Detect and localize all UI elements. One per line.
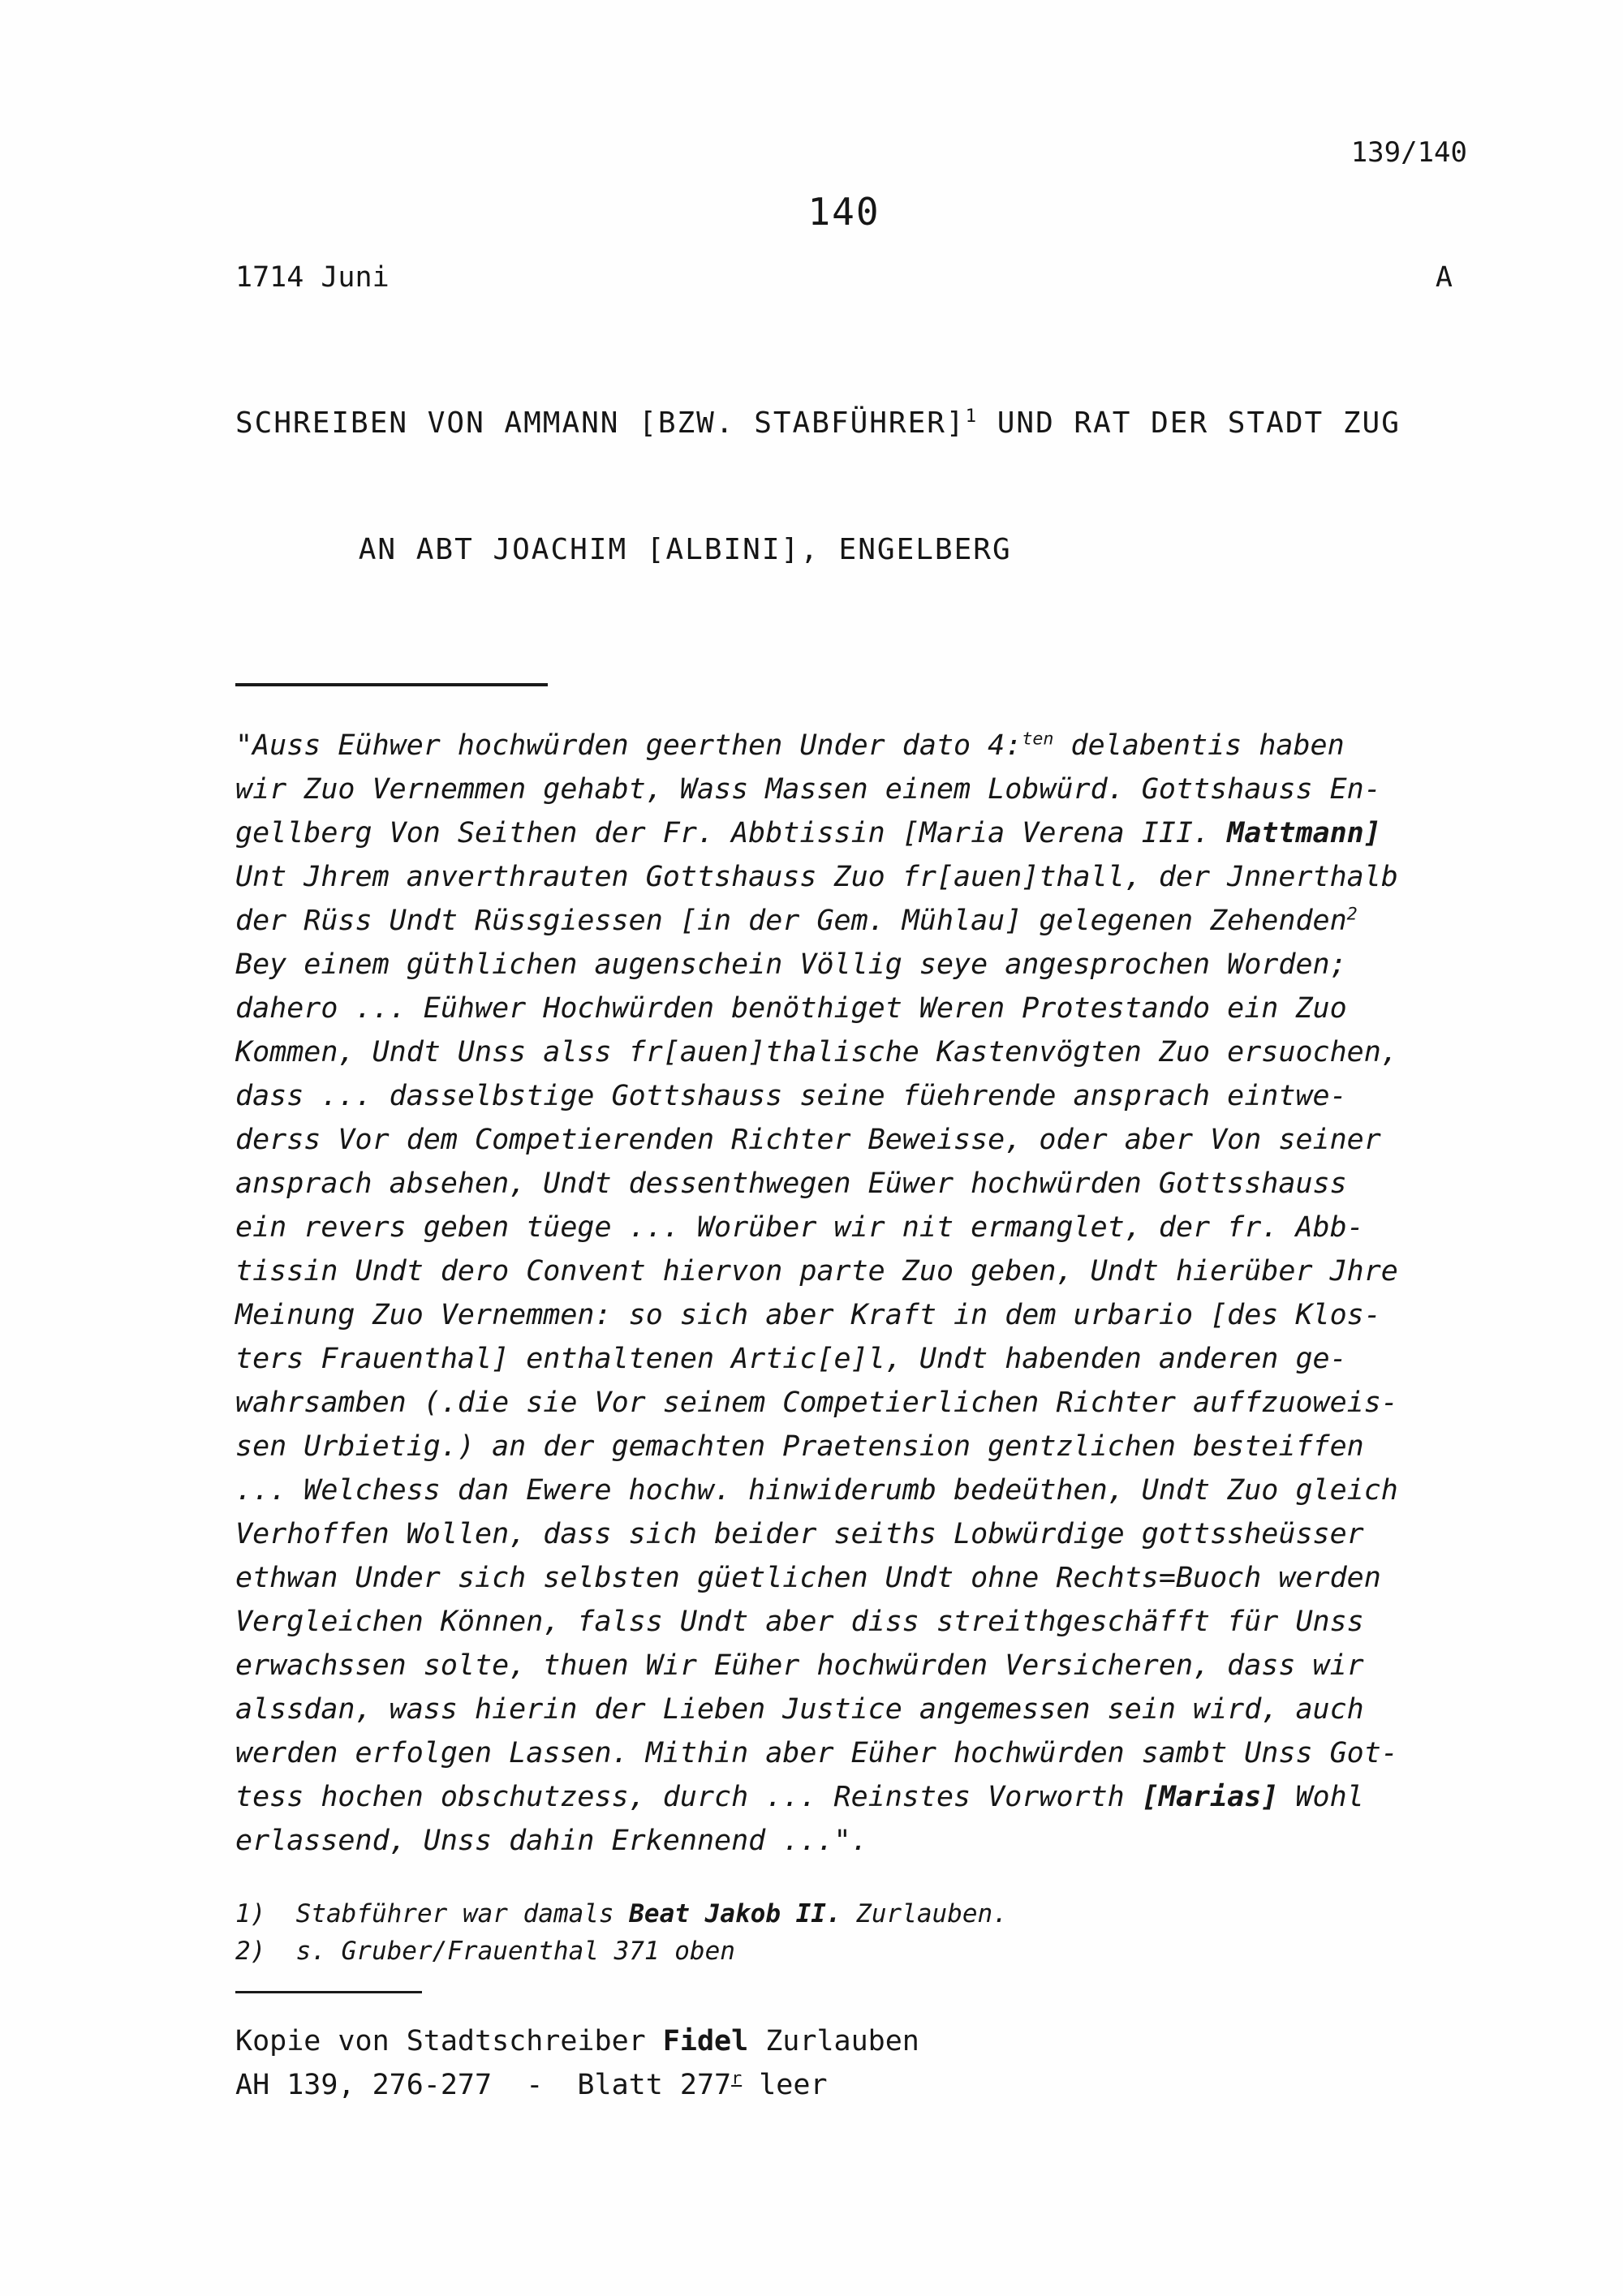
footnote-line [235, 1933, 1453, 1970]
quote-line [235, 1337, 1453, 1381]
quote-line [235, 1206, 1453, 1249]
quote-line-segment: 2 [1346, 904, 1358, 925]
quote-line-segment: ters Frauenthal] enthaltenen Artic[e]l, Undt habenden anderen ge- [235, 1343, 1347, 1375]
footnote-line-segment: 2) s. Gruber/Frauenthal 371 oben [235, 1937, 735, 1966]
quote-line [235, 1731, 1453, 1775]
quote-line-segment: dahero ... Eühwer Hochwürden benöthiget Weren Protestando ein Zuo [235, 992, 1347, 1025]
footnote-line [235, 1895, 1453, 1933]
document-date: 1714 Juni [235, 261, 390, 294]
quote-line [235, 767, 1453, 811]
quote-line [235, 855, 1453, 899]
archival-colophon [235, 2019, 1453, 2107]
quote-line-segment: ethwan Under sich selbsten güetlichen Undt ohne Rechts=Buoch werden [235, 1562, 1381, 1594]
quote-line [235, 1556, 1453, 1600]
quote-line-segment: wahrsamben (.die sie Vor seinem Competierlichen Richter auffzuoweis- [235, 1387, 1398, 1419]
quote-line [235, 1512, 1453, 1556]
quote-line-segment: werden erfolgen Lassen. Mithin aber Eüher hochwürden sambt Unss Got- [235, 1737, 1398, 1769]
quote-line [235, 1074, 1453, 1118]
quote-line-segment: Bey einem güthlichen augenschein Völlig seye angesprochen Worden; [235, 948, 1347, 981]
quote-line [235, 987, 1453, 1030]
quote-line-segment: ein revers geben tüege ... Worüber wir nit ermanglet, der fr. Abb- [235, 1211, 1364, 1244]
quote-line [235, 899, 1453, 943]
quote-line-segment: ten [1022, 729, 1054, 750]
folio-number: 139/140 [1350, 136, 1467, 169]
quote-line [235, 1819, 1453, 1863]
quote-line-segment: sen Urbietig.) an der gemachten Praetension gentzlichen besteiffen [235, 1430, 1364, 1463]
quote-line-segment: Verhoffen Wollen, dass sich beider seiths Lobwürdige gottssheüsser [235, 1518, 1364, 1550]
colophon-line [235, 2019, 1453, 2063]
colophon-line-segment: leer [742, 2069, 828, 2101]
quote-line-segment: Mattmann] [1227, 817, 1381, 849]
quote-line-segment: gellberg Von Seithen der Fr. Abbtissin [Maria Verena III. [235, 817, 1228, 849]
colophon-line-segment: Kopie von Stadtschreiber [235, 2025, 663, 2057]
footnotes [235, 1895, 1453, 1970]
colophon-line-segment: Fidel [662, 2025, 749, 2057]
quote-line-segment: derss Vor dem Competierenden Richter Beweisse, oder aber Von seiner [235, 1124, 1381, 1156]
quote-line-segment: Meinung Zuo Vernemmen: so sich aber Kraft in dem urbario [des Klos- [235, 1299, 1381, 1331]
quoted-letter-text [235, 724, 1453, 1863]
document-number: 140 [807, 190, 880, 234]
quote-line-segment: tissin Undt dero Convent hiervon parte Zuo geben, Undt hierüber Jhre [235, 1255, 1398, 1288]
title-separator-rule [235, 683, 548, 686]
quote-line [235, 1162, 1453, 1206]
quote-line-segment: wir Zuo Vernemmen gehabt, Wass Massen einem Lobwürd. Gottshauss En- [235, 773, 1381, 806]
quote-line [235, 1468, 1453, 1512]
quote-line [235, 1775, 1453, 1819]
quote-line [235, 1425, 1453, 1468]
quote-line-segment: delabentis haben [1053, 729, 1345, 762]
quote-line [235, 1600, 1453, 1644]
title-line-1 [235, 402, 1453, 445]
footnote-ref-1: 1 [965, 406, 979, 427]
date-row [235, 261, 1453, 294]
letter-designation: A [1435, 261, 1453, 294]
quote-line [235, 1644, 1453, 1688]
quote-line [235, 724, 1453, 767]
quote-line [235, 1118, 1453, 1162]
quote-line [235, 1381, 1453, 1425]
colophon-line-segment: Zurlauben [748, 2025, 919, 2057]
quote-line-segment: Vergleichen Können, falss Undt aber diss streithgeschäfft für Unss [235, 1606, 1364, 1638]
quote-line-segment: [Marias] [1141, 1781, 1279, 1813]
quote-line-segment: tess hochen obschutzess, durch ... Reinstes Vorworth [235, 1781, 1142, 1813]
footnote-separator-rule [235, 1991, 422, 1993]
title-text: SCHREIBEN VON AMMANN [BZW. STABFÜHRER] [235, 406, 966, 440]
quote-line [235, 1030, 1453, 1074]
colophon-line-segment: AH 139, 276-277 - Blatt 277 [235, 2069, 732, 2101]
quote-line [235, 1688, 1453, 1731]
footnote-line-segment: Beat Jakob II. [629, 1899, 842, 1928]
title-text: UND RAT DER STADT ZUG [978, 406, 1401, 440]
quote-line-segment: der Rüss Undt Rüssgiessen [in der Gem. Mühlau] gelegenen Zehenden [235, 905, 1347, 937]
quote-line-segment: dass ... dasselbstige Gottshauss seine füehrende ansprach eintwe- [235, 1080, 1347, 1112]
quote-line-segment: Wohl [1278, 1781, 1364, 1813]
title-line-2: AN ABT JOACHIM [ALBINI], ENGELBERG [358, 533, 1012, 566]
quote-line [235, 1293, 1453, 1337]
quote-line-segment: Kommen, Undt Unss alss fr[auen]thalische Kastenvögten Zuo ersuochen, [235, 1036, 1398, 1068]
footnote-line-segment: Zurlauben. [841, 1899, 1008, 1928]
footnote-line-segment: 1) Stabführer war damals [235, 1899, 630, 1928]
quote-line-segment: erwachssen solte, thuen Wir Eüher hochwürden Versicheren, dass wir [235, 1649, 1364, 1682]
quote-line-segment: erlassend, Unss dahin Erkennend ...". [235, 1825, 868, 1857]
colophon-line-segment: r [731, 2068, 743, 2089]
quote-line-segment: Unt Jhrem anverthrauten Gottshauss Zuo fr[auen]thall, der Jnnerthalb [235, 861, 1398, 893]
document-title [235, 318, 1453, 656]
quote-line [235, 811, 1453, 855]
quote-line-segment: ... Welchess dan Ewere hochw. hinwiderumb bedeüthen, Undt Zuo gleich [235, 1474, 1398, 1507]
quote-line-segment: "Auss Eühwer hochwürden geerthen Under dato 4: [235, 729, 1022, 762]
quote-line [235, 1249, 1453, 1293]
quote-line [235, 943, 1453, 987]
quote-line-segment: ansprach absehen, Undt dessenthwegen Eüwer hochwürden Gottsshauss [235, 1167, 1347, 1200]
colophon-line [235, 2063, 1453, 2107]
quote-line-segment: alssdan, wass hierin der Lieben Justice angemessen sein wird, auch [235, 1693, 1364, 1726]
